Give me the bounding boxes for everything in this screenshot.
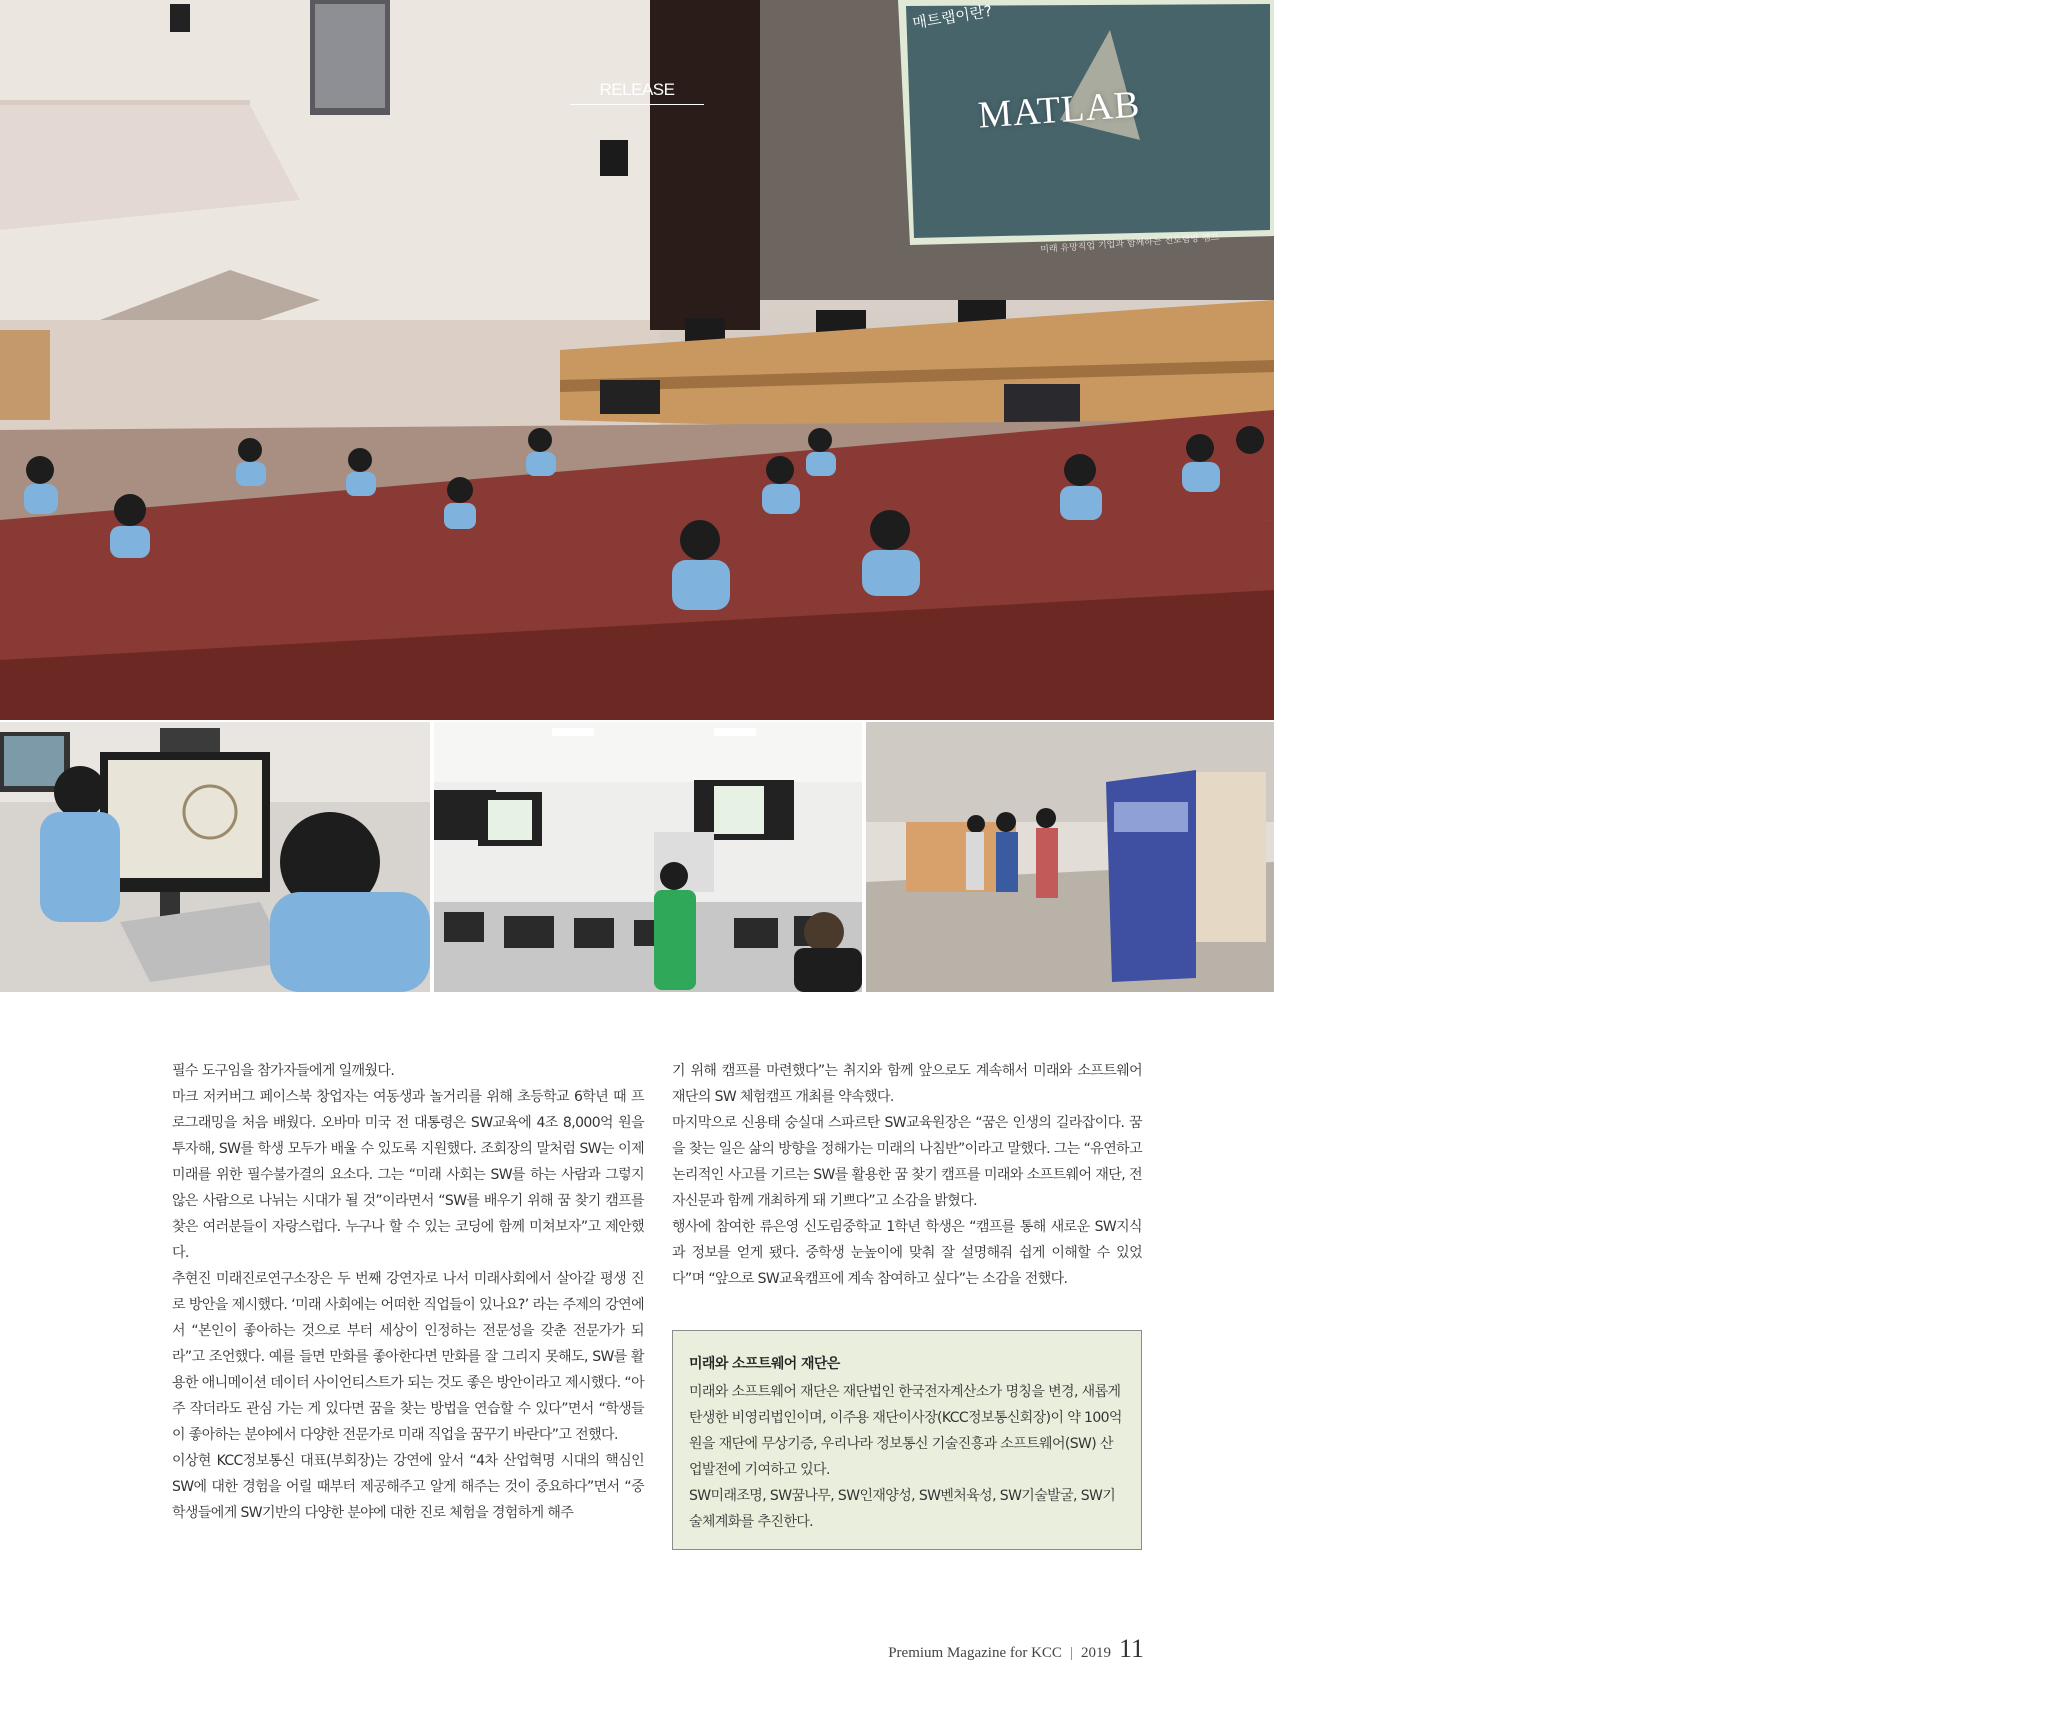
issue-year: 2019 — [1080, 1645, 1111, 1661]
magazine-name: Premium Magazine for KCC — [888, 1645, 1062, 1661]
infobox-paragraph: SW미래조명, SW꿈나무, SW인재양성, SW벤처육성, SW기술발굴, SW기술체계화를 추진한다. — [689, 1488, 1116, 1530]
article-paragraph: 이상현 KCC정보통신 대표(부회장)는 강연에 앞서 “4차 산업혁명 시대의 핵심인 SW에 대한 경험을 어릴 때부터 제공해주고 알게 해주는 것이 중요하다”면서 “중학생들에게 SW기반의 다양한 분야에 대한 진로 체험을 경험하게 해주 — [172, 1453, 644, 1521]
student-computer-illustration — [0, 722, 430, 992]
screen-title: MATLAB — [976, 83, 1142, 137]
page-footer — [888, 1634, 1144, 1664]
page-number: 11 — [1118, 1634, 1144, 1663]
article-paragraph: 행사에 참여한 류은영 신도림중학교 1학년 학생은 “캠프를 통해 새로운 SW지식과 정보를 얻게 됐다. 중학생 눈높이에 맞춰 잘 설명해줘 쉽게 이해할 수 있었다”며 “앞으로 SW교육캠프에 계속 참여하고 싶다”는 소감을 전했다. — [672, 1219, 1142, 1287]
article-paragraph: 추현진 미래진로연구소장은 두 번째 강연자로 나서 미래사회에서 살아갈 평생 진로 방안을 제시했다. ‘미래 사회에는 어떠한 직업들이 있나요?’ 라는 주제의 강연에서 “본인이 좋아하는 것으로 부터 세상이 인정하는 전문성을 갖춘 전문가가 되라”고 조언했다. 예를 들면 만화를 좋아한다면 만화를 잘 그리지 못해도, SW를 활용한 애니메이션 데이터 사이언티스트가 되는 것도 좋은 방안이라고 제시했다. “아주 작더라도 관심 가는 게 있다면 꿈을 찾는 방법을 연습할 수 있다”면서 “학생들이 좋아하는 분야에서 다양한 전문가로 미래 직업을 꿈꾸기 바란다”고 전했다. — [172, 1271, 644, 1443]
article-paragraph: 기 위해 캠프를 마련했다”는 취지와 함께 앞으로도 계속해서 미래와 소프트웨어 재단의 SW 체험캠프 개최를 약속했다. — [672, 1063, 1142, 1105]
article-paragraph: 필수 도구임을 참가자들에게 일깨웠다. — [172, 1063, 395, 1079]
photo-computer-lab — [434, 722, 862, 992]
photo-student-computer — [0, 722, 430, 992]
registration-desk-illustration — [866, 722, 1274, 992]
banner-line: '미래와 소프트웨어재단'과 함께하는 꿈 찾기 캠프 — [1967, 1636, 2069, 1681]
article-paragraph: 마지막으로 신용태 숭실대 스파르탄 SW교육원장은 “꿈은 인생의 길라잡이다. 꿈을 찾는 일은 삶의 방향을 정해가는 미래의 나침반”이라고 말했다. 그는 “유연하고 논리적인 사고를 기르는 SW를 활용한 꿈 찾기 캠프를 미래와 소프트웨어 재단, 전자신문과 함께 개최하게 돼 기쁘다”고 소감을 밝혔다. — [672, 1115, 1142, 1209]
banner-line: '미래 유망직업 기업과 함께하는 진로탐방 캠프' — [1964, 1588, 2061, 1633]
hero-photo — [0, 0, 1274, 720]
foundation-infobox — [672, 1330, 1142, 1550]
banner-text — [1960, 1588, 2071, 1687]
infobox-paragraph: 미래와 소프트웨어 재단은 재단법인 한국전자계산소가 명칭을 변경, 새롭게 탄생한 비영리법인이며, 이주용 재단이사장(KCC정보통신회장)이 약 100억 원을 재단에 무상기증, 우리나라 정보통신 기술진흥과 소프트웨어(SW) 산업발전에 기여하고 있다. — [689, 1384, 1122, 1478]
infobox-title: 미래와 소프트웨어 재단은 — [689, 1356, 840, 1372]
screen-caption: 미래 유망직업 기업과 함께하는 진로탐방 캠프 — [1039, 232, 1220, 256]
computer-lab-illustration — [434, 722, 862, 992]
article-column-right — [672, 1058, 1142, 1292]
footer-separator: | — [1069, 1645, 1073, 1661]
article-column-left — [172, 1058, 644, 1526]
section-label: RELEASE — [570, 80, 704, 105]
screen-heading: 매트랩이란? — [911, 1, 994, 33]
article-paragraph: 마크 저커버그 페이스북 창업자는 여동생과 놀거리를 위해 초등학교 6학년 때 프로그래밍을 처음 배웠다. 오바마 미국 전 대통령은 SW교육에 4조 8,000억 원을 투자해, SW를 학생 모두가 배울 수 있도록 지원했다. 조회장의 말처럼 SW는 이제 미래를 위한 필수불가결의 요소다. 그는 “미래 사회는 SW를 하는 사람과 그렇지 않은 사람으로 나뉘는 시대가 될 것”이라면서 “SW를 배우기 위해 꿈 찾기 캠프를 찾은 여러분들이 자랑스럽다. 누구나 할 수 있는 코딩에 함께 미쳐보자”고 제안했다. — [172, 1089, 644, 1261]
